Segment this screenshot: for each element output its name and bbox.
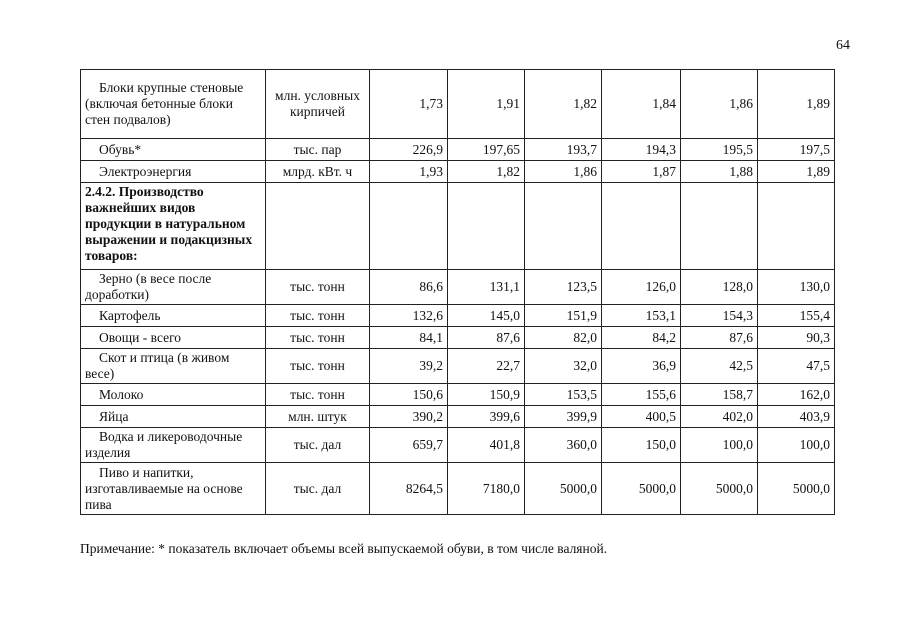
value-cell: 150,6	[370, 384, 448, 406]
table-row	[81, 305, 835, 327]
value-cell: 1,91	[448, 70, 525, 139]
table-row	[81, 70, 835, 139]
value-cell	[681, 183, 758, 270]
value-cell: 195,5	[681, 139, 758, 161]
value-cell: 158,7	[681, 384, 758, 406]
indicator-name-cell: Яйца	[81, 406, 266, 428]
unit-cell: тыс. тонн	[266, 327, 370, 349]
value-cell: 39,2	[370, 349, 448, 384]
indicator-name-cell: 2.4.2. Производство важнейших видов продукции в натуральном выражении и подакцизных товаров:	[81, 183, 266, 270]
table-row	[81, 270, 835, 305]
value-cell	[370, 183, 448, 270]
value-cell: 5000,0	[602, 463, 681, 515]
value-cell: 360,0	[525, 428, 602, 463]
value-cell: 155,6	[602, 384, 681, 406]
value-cell: 193,7	[525, 139, 602, 161]
unit-cell: тыс. пар	[266, 139, 370, 161]
value-cell: 36,9	[602, 349, 681, 384]
value-cell: 123,5	[525, 270, 602, 305]
value-cell: 153,5	[525, 384, 602, 406]
value-cell: 131,1	[448, 270, 525, 305]
value-cell: 401,8	[448, 428, 525, 463]
unit-cell: тыс. тонн	[266, 305, 370, 327]
value-cell: 194,3	[602, 139, 681, 161]
value-cell: 42,5	[681, 349, 758, 384]
value-cell: 399,6	[448, 406, 525, 428]
value-cell	[758, 183, 835, 270]
value-cell: 1,86	[525, 161, 602, 183]
unit-cell: тыс. дал	[266, 428, 370, 463]
value-cell: 100,0	[758, 428, 835, 463]
indicator-name-cell: Картофель	[81, 305, 266, 327]
value-cell: 82,0	[525, 327, 602, 349]
value-cell: 84,1	[370, 327, 448, 349]
indicator-name-cell: Блоки крупные стеновые (включая бетонные блоки стен подвалов)	[81, 70, 266, 139]
unit-cell: тыс. тонн	[266, 384, 370, 406]
unit-cell: тыс. дал	[266, 463, 370, 515]
value-cell	[448, 183, 525, 270]
table-footnote: Примечание: * показатель включает объемы всей выпускаемой обуви, в том числе валяной.	[80, 541, 608, 556]
unit-cell: млрд. кВт. ч	[266, 161, 370, 183]
section-header-row	[81, 183, 835, 270]
value-cell	[525, 183, 602, 270]
value-cell: 145,0	[448, 305, 525, 327]
table-row	[81, 406, 835, 428]
value-cell: 403,9	[758, 406, 835, 428]
table-row	[81, 384, 835, 406]
value-cell: 126,0	[602, 270, 681, 305]
value-cell: 155,4	[758, 305, 835, 327]
value-cell: 87,6	[681, 327, 758, 349]
value-cell: 130,0	[758, 270, 835, 305]
indicator-name-cell: Электроэнергия	[81, 161, 266, 183]
unit-cell: тыс. тонн	[266, 349, 370, 384]
value-cell: 100,0	[681, 428, 758, 463]
value-cell: 390,2	[370, 406, 448, 428]
value-cell: 1,84	[602, 70, 681, 139]
value-cell: 8264,5	[370, 463, 448, 515]
value-cell: 5000,0	[681, 463, 758, 515]
indicator-name-cell: Молоко	[81, 384, 266, 406]
value-cell: 154,3	[681, 305, 758, 327]
value-cell: 90,3	[758, 327, 835, 349]
value-cell: 399,9	[525, 406, 602, 428]
value-cell: 1,89	[758, 161, 835, 183]
value-cell	[602, 183, 681, 270]
table-row	[81, 139, 835, 161]
value-cell: 22,7	[448, 349, 525, 384]
value-cell: 400,5	[602, 406, 681, 428]
unit-cell: млн. штук	[266, 406, 370, 428]
value-cell: 87,6	[448, 327, 525, 349]
value-cell: 47,5	[758, 349, 835, 384]
value-cell: 226,9	[370, 139, 448, 161]
value-cell: 1,93	[370, 161, 448, 183]
statistics-table	[80, 69, 835, 515]
value-cell: 7180,0	[448, 463, 525, 515]
value-cell: 162,0	[758, 384, 835, 406]
value-cell: 84,2	[602, 327, 681, 349]
table-row	[81, 428, 835, 463]
value-cell: 132,6	[370, 305, 448, 327]
table-row	[81, 463, 835, 515]
value-cell: 402,0	[681, 406, 758, 428]
value-cell: 1,82	[448, 161, 525, 183]
value-cell: 197,5	[758, 139, 835, 161]
unit-cell: тыс. тонн	[266, 270, 370, 305]
table-row	[81, 327, 835, 349]
unit-cell: млн. условных кирпичей	[266, 70, 370, 139]
value-cell: 153,1	[602, 305, 681, 327]
indicator-name-cell: Зерно (в весе после доработки)	[81, 270, 266, 305]
value-cell: 1,89	[758, 70, 835, 139]
value-cell: 86,6	[370, 270, 448, 305]
value-cell: 197,65	[448, 139, 525, 161]
value-cell: 5000,0	[758, 463, 835, 515]
indicator-name-cell: Скот и птица (в живом весе)	[81, 349, 266, 384]
value-cell: 1,82	[525, 70, 602, 139]
unit-cell	[266, 183, 370, 270]
value-cell: 32,0	[525, 349, 602, 384]
value-cell: 128,0	[681, 270, 758, 305]
value-cell: 150,0	[602, 428, 681, 463]
value-cell: 659,7	[370, 428, 448, 463]
value-cell: 1,87	[602, 161, 681, 183]
indicator-name-cell: Пиво и напитки, изготавливаемые на основе пива	[81, 463, 266, 515]
table-row	[81, 161, 835, 183]
table-row	[81, 349, 835, 384]
value-cell: 5000,0	[525, 463, 602, 515]
value-cell: 1,73	[370, 70, 448, 139]
indicator-name-cell: Овощи - всего	[81, 327, 266, 349]
page-number: 64	[836, 38, 850, 53]
value-cell: 150,9	[448, 384, 525, 406]
table-body	[81, 70, 835, 515]
indicator-name-cell: Обувь*	[81, 139, 266, 161]
value-cell: 1,88	[681, 161, 758, 183]
value-cell: 1,86	[681, 70, 758, 139]
indicator-name-cell: Водка и ликероводочные изделия	[81, 428, 266, 463]
value-cell: 151,9	[525, 305, 602, 327]
